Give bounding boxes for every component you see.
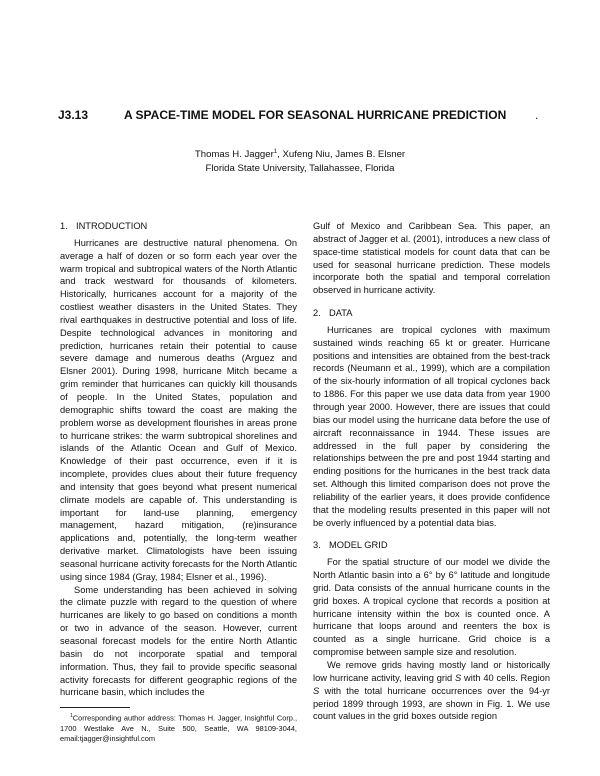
affiliation: Florida State University, Tallahassee, Florida — [205, 163, 395, 175]
section-heading-model-grid — [313, 539, 550, 552]
section-title: INTRODUCTION — [76, 221, 148, 231]
author-block — [0, 145, 600, 176]
section-number: 3. — [313, 540, 321, 551]
grid-paragraph-2 — [313, 659, 550, 723]
left-column — [60, 220, 297, 744]
grid-symbol-s: S — [455, 672, 462, 683]
intro-paragraph-1: Hurricanes are destructive natural phenomena. On average a half of dozen or so form each year over the warm tropical and subtropical waters of the North Atlantic and track westward for thousands of kilometers. Historically, hurricanes account for a majority of the costliest weather disasters in the United States. They rival earthquakes in destructive potential and loss of life. Despite technological advances in monitoring and prediction, hurricanes retain their potential to cause severe damage and numerous deaths (Arguez and Elsner 2001). During 1998, hurricane Mitch became a grim reminder that hurricanes can quickly kill thousands of people. In the United States, population and demographic shifts toward the coast are making the problem worse as development flourishes in areas prone to hurricane strikes: the warm subtropical shorelines and islands of the Atlantic Ocean and Gulf of Mexico. Knowledge of their past occurrence, even if it is incomplete, provides clues about their future frequency and intensity that goes beyond what present numerical climate models are capable of. This understanding is important for land-use planning, emergency management, hazard mitigation, (re)insurance applications and, potentially, the long-term weather derivative market. Climatologists have been issuing seasonal hurricane activity forecasts for the North Atlantic using since 1984 (Gray, 1984; Elsner et al., 1996). — [60, 237, 297, 582]
section-number: 1. — [60, 221, 68, 231]
intro-paragraph-3: Gulf of Mexico and Caribbean Sea. This paper, an abstract of Jagger et al. (2001), introduces a new class of space-time statistical models for count data that can be used for seasonal hurricane prediction. These models incorporate both the spatial and temporal correlation observed in hurricane activity. — [313, 221, 550, 296]
footnote — [60, 711, 297, 743]
grid-p2-text-c: with the total hurricane occurrences over the 94-yr period 1899 through 1993, are shown in Fig. 1. We use count values in the grid boxes outside region — [313, 685, 550, 722]
paper-number: J3.13 — [58, 108, 89, 122]
grid-symbol-s: S — [313, 685, 320, 696]
grid-paragraph-1: For the spatial structure of our model we divide the North Atlantic basin into a 6° by 6° latitude and longitude grid. Data consists of the annual hurricane counts in the grid boxes. A tropical cyclone that records a position at hurricane intensity within the box is counted once. A hurricane that loops around and reenters the box is counted as a single hurricane. Grid choice is a compromise between sample size and resolution. — [313, 557, 550, 658]
right-column — [313, 220, 550, 723]
author-lead: Thomas H. Jagger — [194, 149, 274, 161]
footnote-rule — [60, 707, 130, 708]
section-title: MODEL GRID — [329, 540, 388, 551]
grid-p2-text-b: with 40 cells. Region — [461, 672, 550, 683]
author-rest: , Xufeng Niu, James B. Elsner — [277, 149, 406, 161]
footnote-marker: 1 — [70, 713, 73, 720]
grid-p2-text-a: We remove grids having mostly land or historically low hurricane activity, leaving grid — [313, 660, 550, 683]
footnote-text: Corresponding author address: Thomas H. Jagger, Insightful Corp., 1700 Westlake Ave N., Suite 500, Seattle, WA 98109-3044, email:tjagger@insightful.com — [60, 713, 297, 743]
data-paragraph-1: Hurricanes are tropical cyclones with maximum sustained winds reaching 65 kt or greater. Hurricane positions and intensities are obtained from the best-track records (Neumann et al., 1999), which are a compilation of the six-hourly information of all tropical cyclones back to 1886. For this paper we use data data from year 1900 through year 2000. However, there are issues that could bias our model using the hurricane data before the use of aircraft reconnaissance in 1944. These issues are addressed in the full paper by considering the relationships between the pre and post 1944 starting and ending positions for the hurricanes in the best track data set. Although this limited comparison does not prove the reliability of the earlier years, it does provide confidence that the modeling results presented in this paper will not be overly influenced by a potential data bias. — [313, 324, 550, 528]
section-number: 2. — [313, 308, 321, 319]
author-line — [0, 145, 600, 162]
section-heading-introduction — [60, 220, 297, 233]
section-title: DATA — [329, 308, 353, 319]
section-heading-data — [313, 307, 550, 320]
intro-paragraph-2: Some understanding has been achieved in solving the climate puzzle with regard to the question of where hurricanes are likely to go based on conditions a month or two in advance of the season. However, current seasonal forecast models for the entire North Atlantic basin do not incorporate spatial and temporal information. Thus, they fail to provide specific seasonal activity forecasts for different geographic regions of the hurricane basin, which includes the — [60, 584, 297, 698]
title-trailing-mark: . — [535, 108, 539, 122]
footnote-ref: 1 — [273, 149, 278, 155]
paper-title: A SPACE-TIME MODEL FOR SEASONAL HURRICANE PREDICTION — [124, 108, 507, 122]
